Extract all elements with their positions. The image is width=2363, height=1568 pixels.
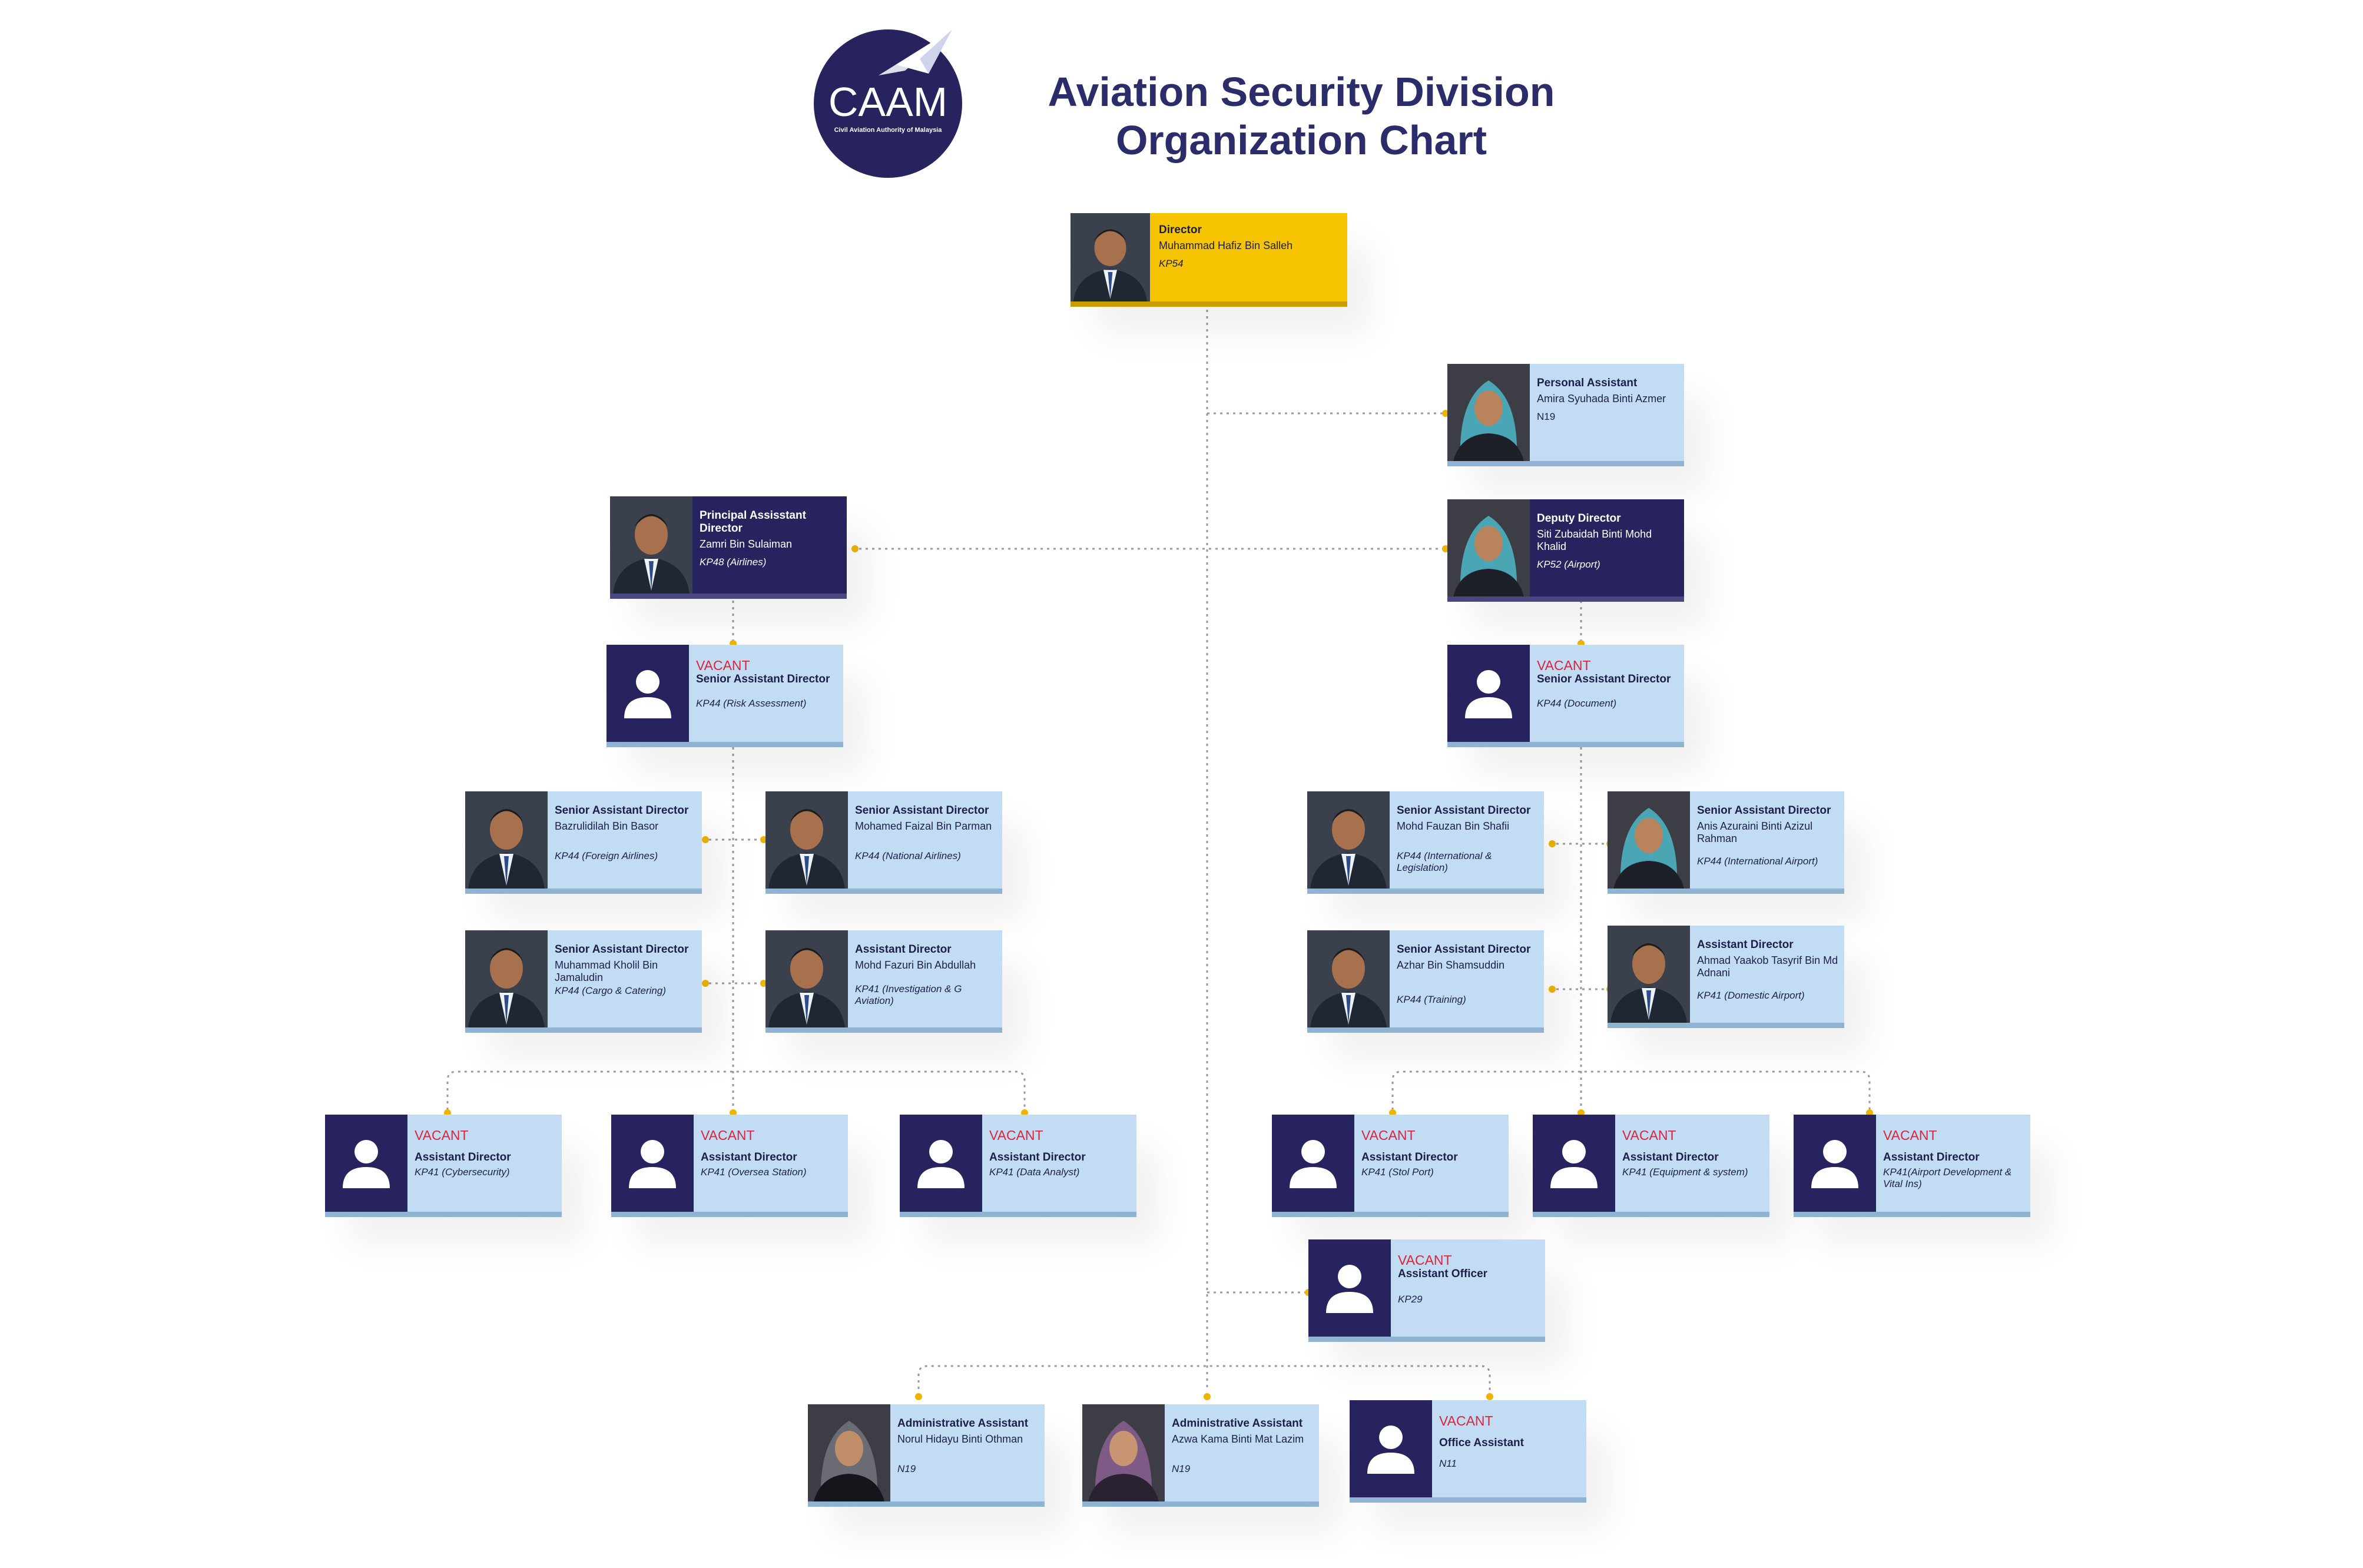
grade: KP44 (Training): [1397, 994, 1466, 1005]
vacant-avatar: [1272, 1115, 1354, 1212]
svg-text:Civil Aviation Authority of Ma: Civil Aviation Authority of Malaysia: [834, 127, 942, 134]
vacant-label: VACANT: [1398, 1252, 1452, 1268]
vacant-label: VACANT: [989, 1128, 1043, 1143]
card-ad-investigation[interactable]: [765, 930, 1002, 1027]
role: Assistant Director: [1883, 1151, 1980, 1163]
card-vacant-oversea-station[interactable]: [611, 1115, 848, 1212]
card-admin-assistant-azwa[interactable]: [1082, 1404, 1319, 1501]
name: Zamri Bin Sulaiman: [700, 538, 793, 550]
vacant-avatar: [1794, 1115, 1876, 1212]
grade: KP44 (Document): [1537, 698, 1617, 709]
name: Mohd Fazuri Bin Abdullah: [855, 959, 976, 971]
card-vacant-office-assistant[interactable]: [1350, 1400, 1586, 1497]
grade: KP41 (Equipment & system): [1622, 1166, 1748, 1178]
name: Anis Azuraini Binti Azizul Rahman: [1697, 820, 1813, 844]
card-personal-assistant[interactable]: [1447, 364, 1684, 461]
card-vacant-airport-development[interactable]: [1794, 1115, 2030, 1212]
grade: N11: [1439, 1458, 1457, 1469]
name: Mohd Fauzan Bin Shafii: [1397, 820, 1510, 832]
photo-director: [1071, 213, 1150, 301]
photo: [808, 1404, 890, 1501]
vacant-label: VACANT: [415, 1128, 469, 1143]
grade: KP41(Airport Development & Vital Ins): [1883, 1166, 2012, 1189]
card-sad-foreign-airlines[interactable]: [465, 791, 702, 889]
card-vacant-stol-port[interactable]: [1272, 1115, 1509, 1212]
role: Assistant Director: [701, 1151, 797, 1163]
role: Assistant Director: [989, 1151, 1086, 1163]
role: Assistant Officer: [1398, 1268, 1488, 1280]
card-vacant-document[interactable]: [1447, 645, 1684, 742]
vacant-label: VACANT: [696, 658, 750, 673]
photo-deputy-director: [1447, 499, 1530, 596]
role: Assistant Director: [855, 943, 952, 956]
grade: KP41 (Investigation & G Aviation): [855, 983, 962, 1006]
card-sad-national-airlines[interactable]: [765, 791, 1002, 889]
grade: KP48 (Airlines): [700, 556, 767, 568]
role: Assistant Director: [415, 1151, 511, 1163]
card-sad-international-legislation[interactable]: [1307, 791, 1544, 889]
vacant-avatar: [611, 1115, 694, 1212]
page-title: [1001, 68, 1602, 164]
grade: N19: [1172, 1463, 1191, 1474]
role: Administrative Assistant: [897, 1417, 1029, 1430]
name: Muhammad Hafiz Bin Salleh: [1159, 240, 1293, 251]
card-vacant-equipment-system[interactable]: [1533, 1115, 1769, 1212]
role: Senior Assistant Director: [555, 943, 689, 956]
name: Mohamed Faizal Bin Parman: [855, 820, 992, 832]
role: Assistant Director: [1361, 1151, 1458, 1163]
vacant-avatar: [325, 1115, 407, 1212]
name: Bazrulidilah Bin Basor: [555, 820, 659, 832]
role: Senior Assistant Director: [1397, 804, 1531, 817]
photo: [1307, 930, 1390, 1027]
role: Principal Assisstant Director: [700, 509, 806, 535]
title-line-1: Aviation Security Division: [1048, 69, 1555, 115]
grade: KP54: [1159, 258, 1184, 269]
name: Siti Zubaidah Binti Mohd Khalid: [1537, 528, 1652, 552]
name: Norul Hidayu Binti Othman: [897, 1433, 1023, 1445]
vacant-label: VACANT: [1537, 658, 1591, 673]
photo: [465, 791, 548, 889]
role: Senior Assistant Director: [555, 804, 689, 817]
photo-personal-assistant: [1447, 364, 1530, 461]
vacant-avatar: [1308, 1239, 1391, 1337]
name: Ahmad Yaakob Tasyrif Bin Md Adnani: [1697, 954, 1838, 979]
vacant-avatar: [1533, 1115, 1615, 1212]
photo: [1608, 926, 1690, 1023]
role: Assistant Director: [1697, 939, 1794, 951]
grade: KP44 (Risk Assessment): [696, 698, 807, 709]
vacant-label: VACANT: [1439, 1413, 1493, 1428]
grade: KP41 (Stol Port): [1361, 1166, 1434, 1178]
card-director[interactable]: [1071, 213, 1347, 301]
card-vacant-assistant-officer[interactable]: [1308, 1239, 1545, 1337]
vacant-avatar: [1447, 645, 1530, 742]
photo-principal-assistant-director: [610, 496, 692, 594]
role: Senior Assistant Director: [1397, 943, 1531, 956]
name: Muhammad Kholil Bin Jamaludin: [555, 959, 658, 983]
role: Deputy Director: [1537, 512, 1621, 525]
photo: [765, 930, 848, 1027]
name: Azwa Kama Binti Mat Lazim: [1172, 1433, 1304, 1445]
card-ad-domestic-airport[interactable]: [1608, 926, 1844, 1023]
grade: KP41 (Domestic Airport): [1697, 990, 1805, 1001]
vacant-avatar: [900, 1115, 982, 1212]
card-sad-training[interactable]: [1307, 930, 1544, 1027]
grade: KP44 (International Airport): [1697, 856, 1818, 867]
role: Senior Assistant Director: [696, 673, 830, 685]
vacant-avatar: [607, 645, 689, 742]
role: Senior Assistant Director: [855, 804, 989, 817]
vacant-label: VACANT: [1883, 1128, 1937, 1143]
photo: [1307, 791, 1390, 889]
card-vacant-risk-assessment[interactable]: [607, 645, 843, 742]
photo: [465, 930, 548, 1027]
grade: KP52 (Airport): [1537, 559, 1600, 570]
card-vacant-cybersecurity[interactable]: [325, 1115, 562, 1212]
grade: N19: [1537, 411, 1556, 422]
role: Personal Assistant: [1537, 377, 1638, 389]
grade: KP41 (Oversea Station): [701, 1166, 807, 1178]
photo: [765, 791, 848, 889]
card-admin-assistant-norul[interactable]: [808, 1404, 1045, 1501]
vacant-label: VACANT: [1622, 1128, 1676, 1143]
name: Amira Syuhada Binti Azmer: [1537, 393, 1666, 405]
vacant-label: VACANT: [1361, 1128, 1416, 1143]
grade: KP29: [1398, 1294, 1423, 1305]
card-sad-international-airport[interactable]: [1608, 791, 1844, 889]
grade: KP41 (Data Analyst): [989, 1166, 1080, 1178]
grade: KP44 (National Airlines): [855, 850, 961, 861]
name: Azhar Bin Shamsuddin: [1397, 959, 1505, 971]
role: Office Assistant: [1439, 1437, 1524, 1449]
caam-logo: [808, 24, 970, 180]
photo: [1608, 791, 1690, 889]
role: Senior Assistant Director: [1537, 673, 1671, 685]
role: Administrative Assistant: [1172, 1417, 1303, 1430]
grade: KP44 (International & Legislation): [1397, 850, 1492, 873]
svg-text:CAAM: CAAM: [828, 79, 948, 125]
card-deputy-director[interactable]: [1447, 499, 1684, 596]
role: Senior Assistant Director: [1697, 804, 1831, 817]
grade: KP44 (Foreign Airlines): [555, 850, 658, 861]
vacant-label: VACANT: [701, 1128, 755, 1143]
grade: KP44 (Cargo & Catering): [555, 985, 666, 996]
card-sad-cargo-catering[interactable]: [465, 930, 702, 1027]
title-line-2: Organization Chart: [1115, 117, 1487, 163]
role: Assistant Director: [1622, 1151, 1719, 1163]
vacant-avatar: [1350, 1400, 1432, 1497]
grade: KP41 (Cybersecurity): [415, 1166, 510, 1178]
card-principal-assistant-director[interactable]: [610, 496, 847, 594]
card-vacant-data-analyst[interactable]: [900, 1115, 1136, 1212]
role: Director: [1159, 224, 1202, 236]
photo: [1082, 1404, 1165, 1501]
grade: N19: [897, 1463, 916, 1474]
